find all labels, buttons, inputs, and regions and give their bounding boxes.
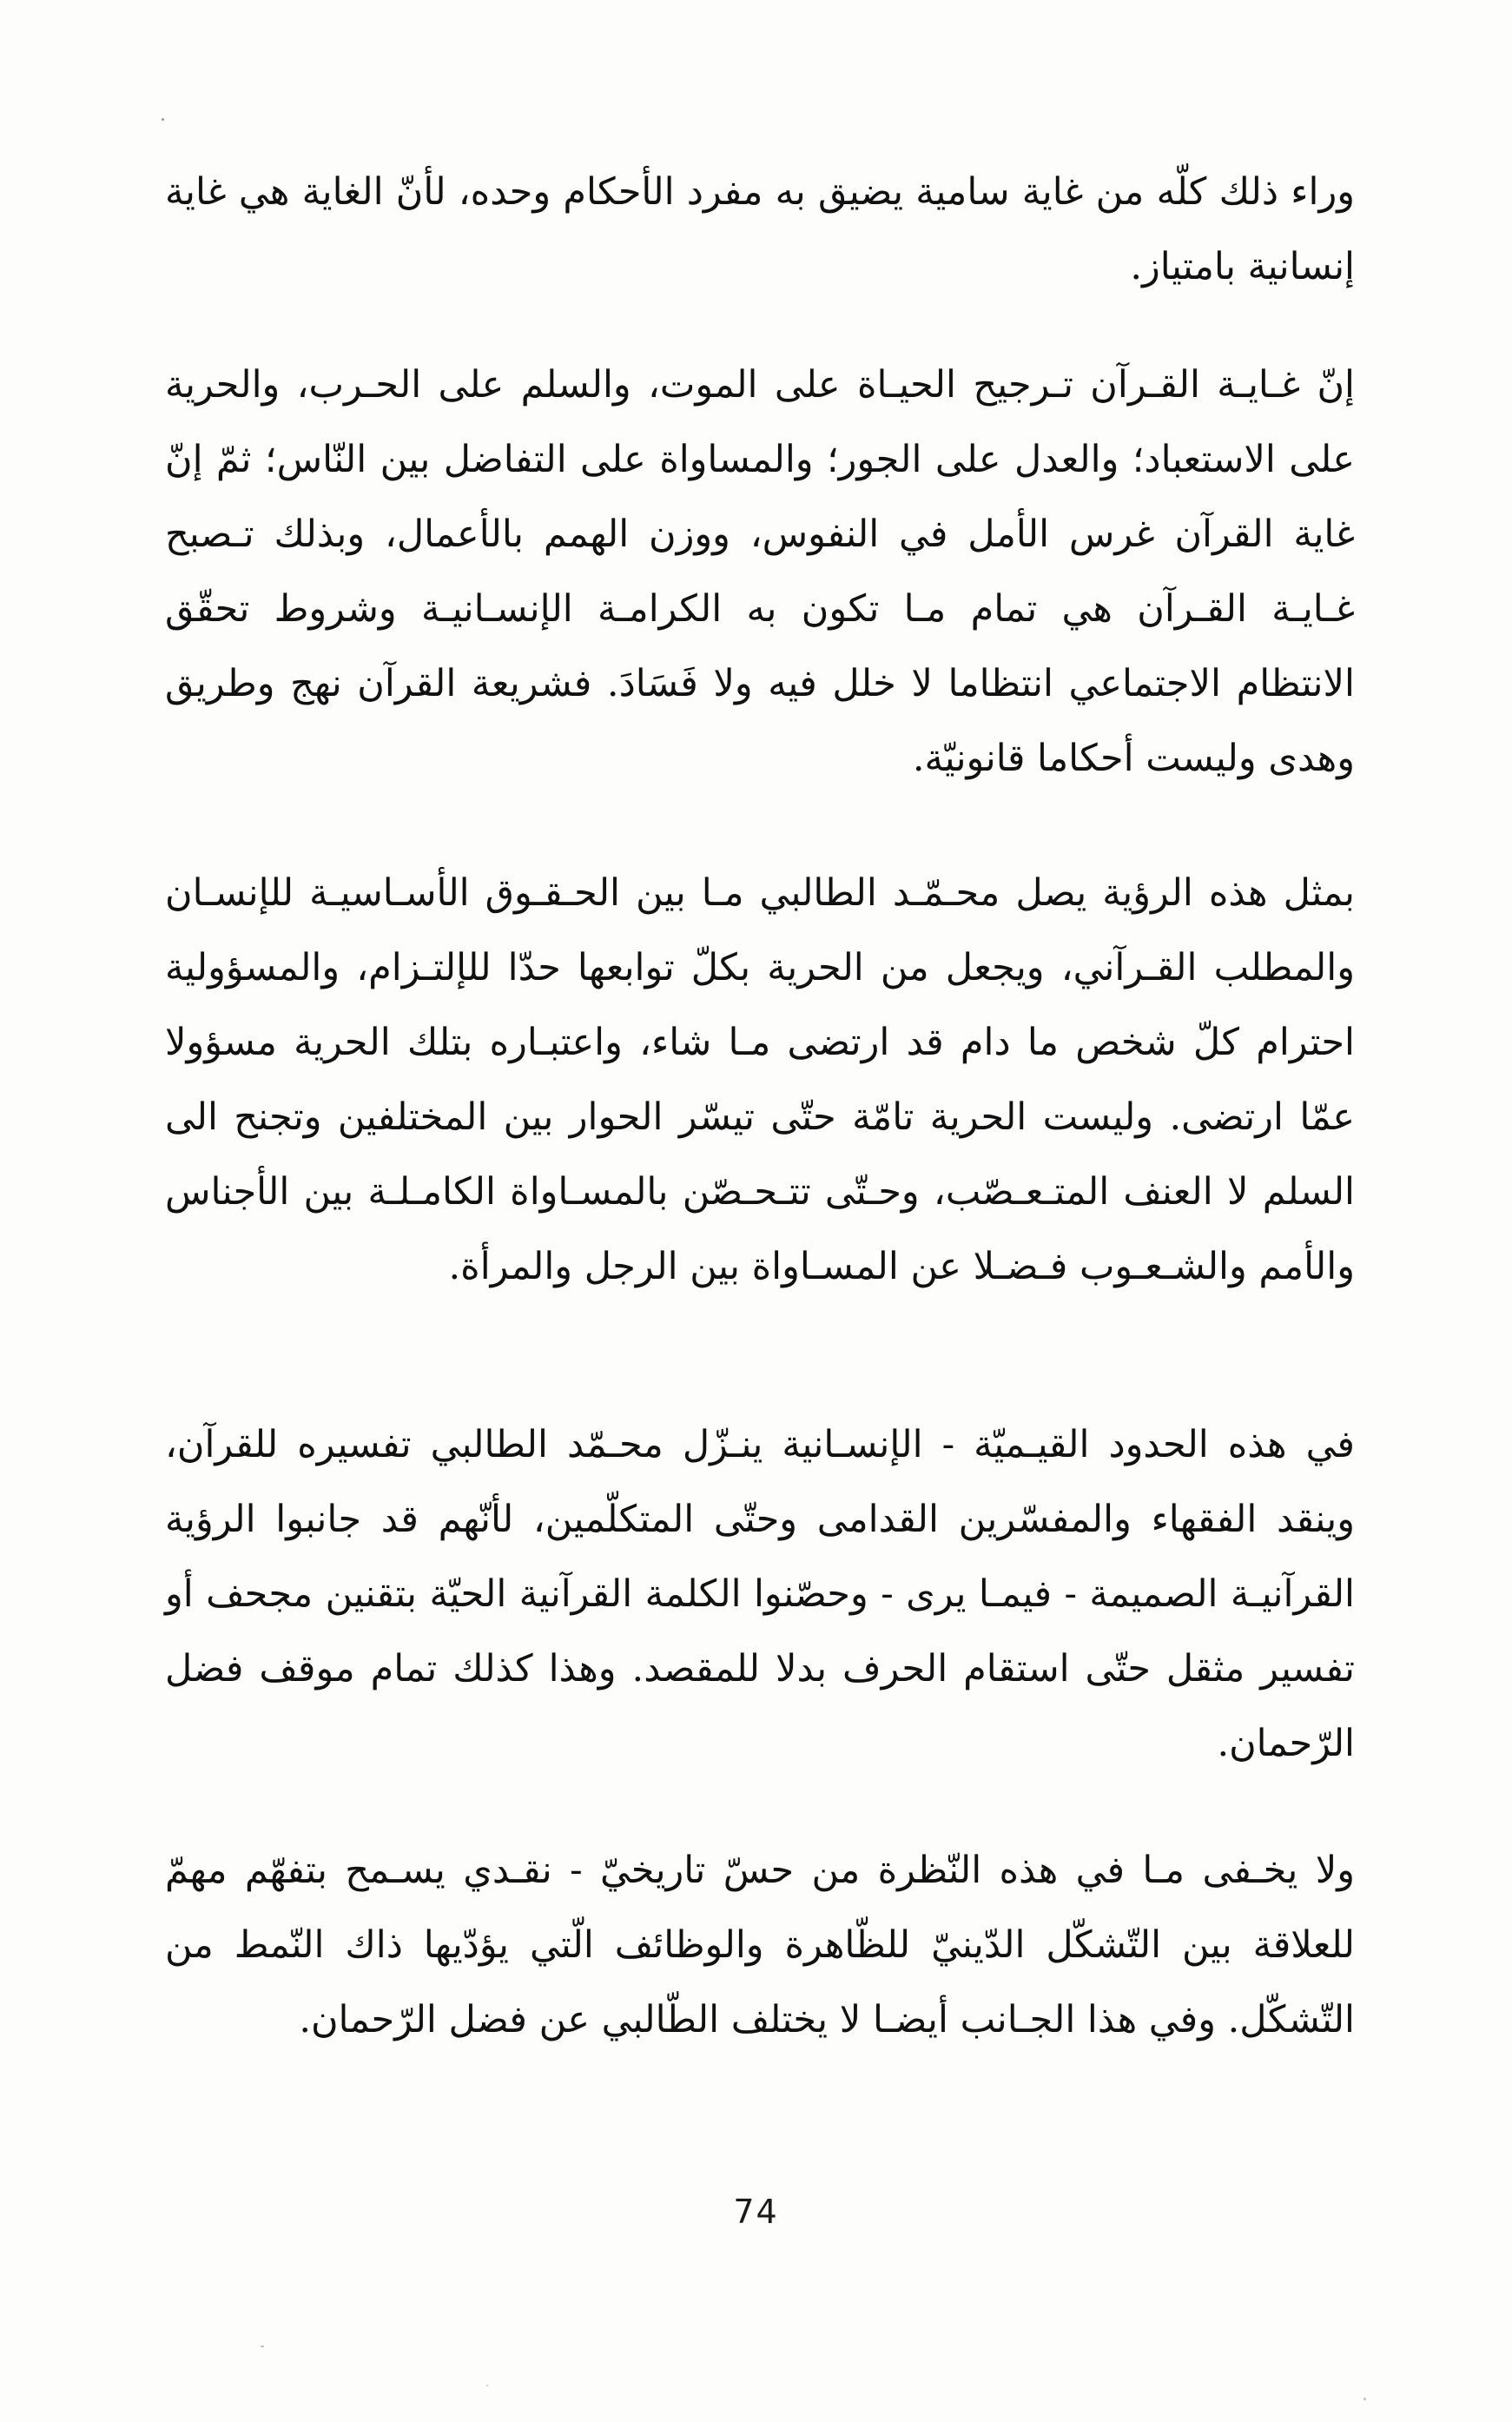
paragraph-5 xyxy=(165,1833,1355,2057)
paragraph-text: بمثل هذه الرؤية يصل محـمّـد الطالبي مـا بين الحـقـوق الأسـاسيـة للإنسـان والمطلب القـرآني، ويجعل من الحرية بكلّ توابعها حدّا للإلتـزام، والمسؤولية احترام كلّ شخص ما دام قد ارتضى مـا شاء، واعتبـاره بتلك الحرية مسؤولا عمّا ارتضى. وليست الحرية تامّة حتّى تيسّر الحوار بين المختلفين وتجنح الى السلم لا العنف المتـعـصّب، وحـتّى تتـحـصّن بالمسـاواة الكامـلـة بين الأجناس والأمم والشـعـوب فـضـلا عن المسـاواة بين الرجل والمرأة. xyxy=(165,871,1356,1288)
paragraph-text: إنّ غـايـة القـرآن تـرجيح الحيـاة على الموت، والسلم على الحـرب، والحرية على الاستعباد؛ والعدل على الجور؛ والمساواة على التفاضل بين النّاس؛ ثمّ إنّ غاية القرآن غرس الأمل في النفوس، ووزن الهمم بالأعمال، وبذلك تـصبح غـايـة القـرآن هي تمام مـا تكون به الكرامـة الإنسـانيـة وشروط تحقّق الانتظام الاجتماعي انتظاما لا خلل فيه ولا فَسَادَ. فشريعة القرآن نهج وطريق وهدى وليست أحكاما قانونيّة. xyxy=(165,363,1355,780)
scan-speck xyxy=(162,118,164,121)
paragraph-3 xyxy=(165,856,1355,1304)
scan-speck xyxy=(486,2385,488,2386)
paragraph-1 xyxy=(165,155,1355,304)
scan-speck xyxy=(261,2346,264,2347)
paragraph-4 xyxy=(165,1407,1355,1781)
page-number: 74 xyxy=(733,2193,779,2231)
scan-speck xyxy=(1363,2398,1366,2400)
paragraph-2 xyxy=(165,347,1355,796)
paragraph-text: وراء ذلك كلّه من غاية سامية يضيق به مفرد الأحكام وحده، لأنّ الغاية هي غاية إنسانية بامتياز. xyxy=(165,170,1355,288)
paragraph-text: في هذه الحدود القيـميّة - الإنسـانية ينـزّل محـمّد الطالبي تفسيره للقرآن، وينقد الفقهاء والمفسّرين القدامى وحتّى المتكلّمين، لأنّهم قد جانبوا الرؤية القرآنيـة الصميمة - فيمـا يرى - وحصّنوا الكلمة القرآنية الحيّة بتقنين مجحف أو تفسير مثقل حتّى استقام الحرف بدلا للمقصد. وهذا كذلك تمام موقف فضل الرّحمان. xyxy=(165,1423,1355,1765)
paragraph-text: ولا يخـفى مـا في هذه النّظرة من حسّ تاريخيّ - نقـدي يسـمح بتفهّم مهمّ للعلاقة بين التّشكّل الدّينيّ للظّاهرة والوظائف الّتي يؤدّيها ذاك النّمط من التّشكّل. وفي هذا الجـانب أيضـا لا يختلف الطّالبي عن فضل الرّحمان. xyxy=(165,1849,1355,2041)
